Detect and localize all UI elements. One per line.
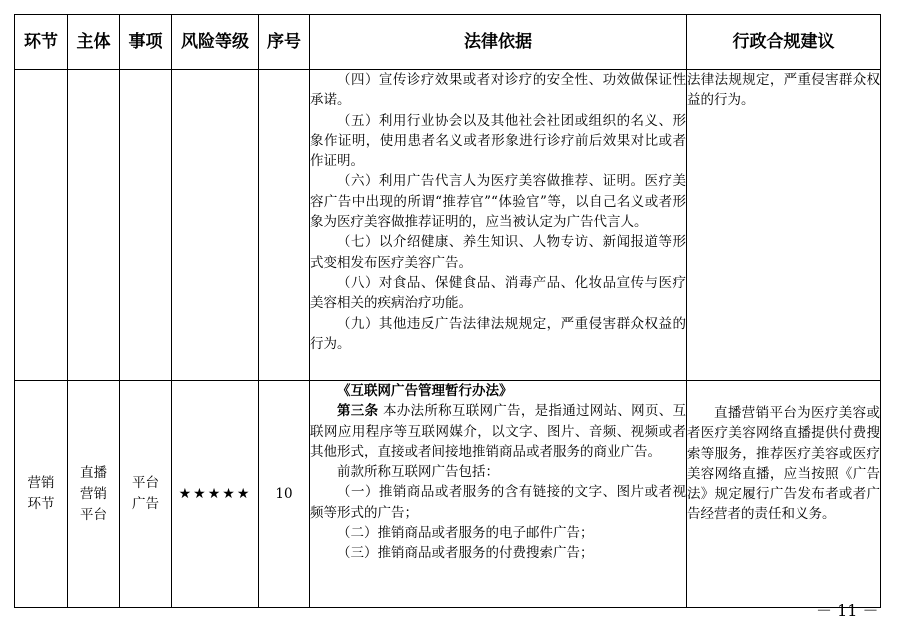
- legal-clause: （四）宣传诊疗效果或者对诊疗的安全性、功效做保证性承诺。: [310, 72, 686, 109]
- header-subject: 主体: [68, 15, 120, 70]
- legal-clause: （七）以介绍健康、养生知识、人物专访、新闻报道等形式变相发布医疗美容广告。: [310, 234, 686, 271]
- header-risk-level: 风险等级: [172, 15, 259, 70]
- compliance-table: [14, 14, 881, 608]
- cell-risk: [172, 70, 259, 381]
- suggestion-text: 法律法规规定，严重侵害群众权益的行为。: [687, 72, 880, 109]
- law-title: 《互联网广告管理暂行办法》: [337, 383, 513, 399]
- header-legal-basis: 法律依据: [310, 15, 687, 70]
- cell-risk-stars: ★★★★★: [172, 381, 259, 608]
- legal-clause: （五）利用行业协会以及其他社会社团或组织的名义、形象作证明，使用患者名义或者形象进行诊疗前后效果对比或者作证明。: [310, 112, 686, 170]
- legal-clause: （三）推销商品或者服务的付费搜索广告；: [337, 545, 594, 562]
- header-matter: 事项: [120, 15, 172, 70]
- table-row: [15, 381, 881, 608]
- cell-legal-basis: [310, 381, 687, 608]
- article-label: 第三条: [337, 403, 379, 420]
- cell-subject: [68, 70, 120, 381]
- legal-clause: （六）利用广告代言人为医疗美容做推荐、证明。医疗美容广告中出现的所谓“推荐官”“体验官”等，以自己名义或者形象为医疗美容做推荐证明的，应当被认定为广告代言人。: [310, 173, 686, 231]
- law-article: [310, 401, 686, 462]
- cell-matter: [120, 70, 172, 381]
- page-number: － 11 －: [816, 601, 879, 620]
- legal-clause: （一）推销商品或者服务的含有链接的文字、图片或者视频等形式的广告；: [310, 484, 686, 521]
- header-number: 序号: [259, 15, 310, 70]
- cell-number: 10: [259, 381, 310, 608]
- legal-clause: （八）对食品、保健食品、消毒产品、化妆品宣传与医疗美容相关的疾病治疗功能。: [310, 274, 686, 312]
- cell-legal-basis: [310, 70, 687, 381]
- article-text: 本办法所称互联网广告，是指通过网站、网页、互联网应用程序等互联网媒介，以文字、图片、音频、视频或者其他形式，直接或者间接地推销商品或者服务的商业广告。: [310, 403, 687, 460]
- header-compliance-suggestion: 行政合规建议: [687, 15, 881, 70]
- cell-number: [259, 70, 310, 381]
- cell-matter: 平台广告: [120, 381, 172, 608]
- cell-segment: [15, 70, 68, 381]
- cell-segment: 营销环节: [15, 381, 68, 608]
- table-row: [15, 70, 881, 381]
- cell-suggestion: [687, 381, 881, 608]
- legal-clause: 前款所称互联网广告包括：: [337, 464, 499, 481]
- cell-suggestion: [687, 70, 881, 381]
- cell-subject: 直播营销平台: [68, 381, 120, 608]
- suggestion-text: 直播营销平台为医疗美容或者医疗美容网络直播提供付费搜索等服务，推荐医疗美容或医疗美容网络直播，应当按照《广告法》规定履行广告发布者或者广告经营者的责任和义务。: [687, 405, 880, 523]
- legal-clause: （二）推销商品或者服务的电子邮件广告；: [337, 525, 594, 542]
- header-segment: 环节: [15, 15, 68, 70]
- legal-clause: （九）其他违反广告法律法规规定，严重侵害群众权益的行为。: [310, 315, 686, 352]
- header-row: [15, 15, 881, 70]
